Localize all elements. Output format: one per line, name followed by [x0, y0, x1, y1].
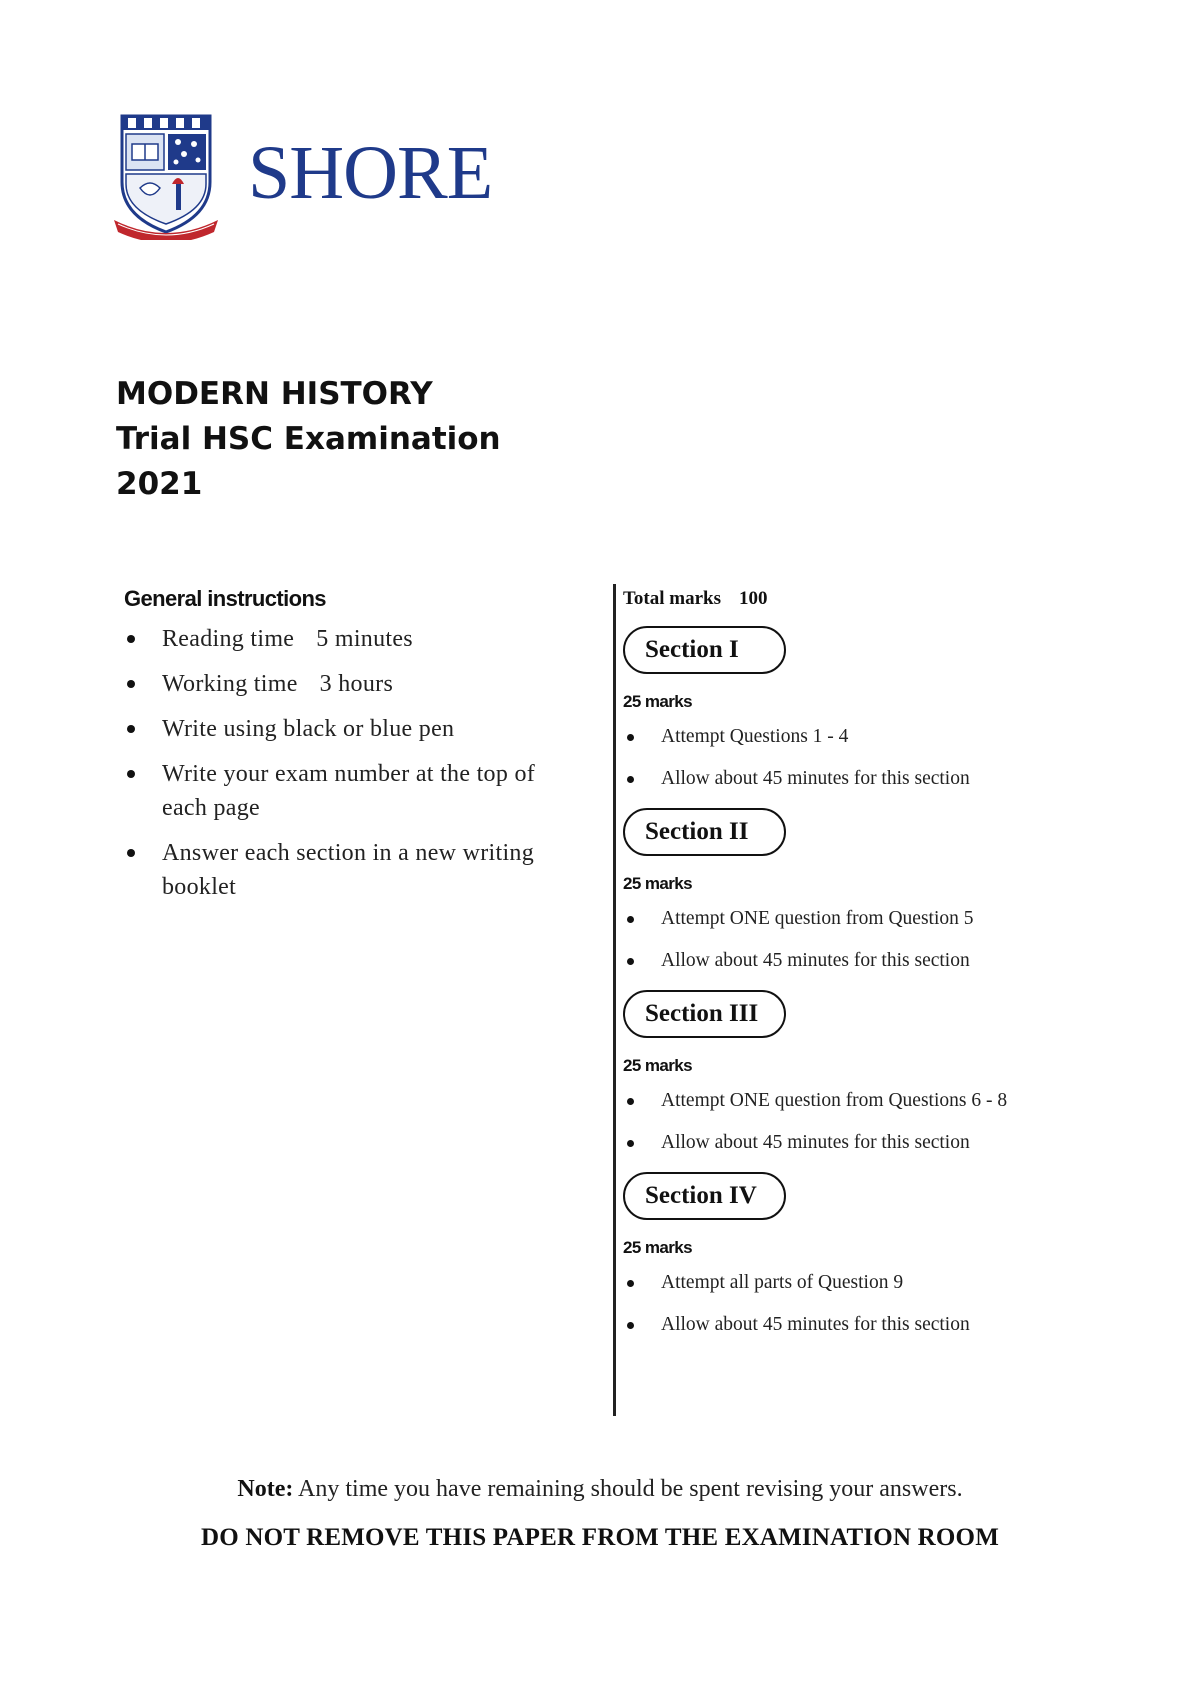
school-wordmark: SHORE — [248, 130, 493, 215]
school-crest-icon — [114, 112, 218, 240]
list-item: Attempt ONE question from Questions 6 - 8 — [623, 1088, 1123, 1114]
section-instructions — [623, 724, 1123, 792]
general-instructions-heading: General instructions — [124, 586, 326, 611]
note-label: Note: — [237, 1476, 294, 1502]
list-item: Attempt all parts of Question 9 — [623, 1270, 1123, 1296]
note-text: Any time you have remaining should be spent revising your answers. — [293, 1476, 963, 1502]
section-1 — [623, 626, 1123, 792]
section-3 — [623, 990, 1123, 1156]
section-instructions — [623, 906, 1123, 974]
section-name-badge: Section II — [623, 808, 786, 856]
exam-room-warning: DO NOT REMOVE THIS PAPER FROM THE EXAMINATION ROOM — [200, 1524, 999, 1551]
list-item: Allow about 45 minutes for this section — [623, 948, 1123, 974]
section-instructions — [623, 1088, 1123, 1156]
general-instructions — [124, 586, 584, 915]
list-item: Answer each section in a new writing booklet — [124, 836, 584, 904]
section-marks: 25 marks — [623, 1056, 692, 1075]
section-overview — [623, 588, 1123, 1354]
list-item: Attempt ONE question from Question 5 — [623, 906, 1123, 932]
list-item: Allow about 45 minutes for this section — [623, 1130, 1123, 1156]
list-item: Working time 3 hours — [124, 667, 584, 701]
list-item: Reading time 5 minutes — [124, 622, 584, 656]
section-name-badge: Section III — [623, 990, 786, 1038]
school-logo — [114, 112, 492, 240]
revision-note — [0, 1476, 1200, 1503]
list-item: Allow about 45 minutes for this section — [623, 1312, 1123, 1338]
section-marks: 25 marks — [623, 874, 692, 893]
section-2 — [623, 808, 1123, 974]
total-marks: Total marks 100 — [623, 588, 768, 609]
section-4 — [623, 1172, 1123, 1338]
list-item: Allow about 45 minutes for this section — [623, 766, 1123, 792]
exam-year: 2021 — [116, 466, 203, 502]
list-item: Write your exam number at the top of each page — [124, 757, 584, 825]
list-item: Attempt Questions 1 - 4 — [623, 724, 1123, 750]
section-marks: 25 marks — [623, 1238, 692, 1257]
section-instructions — [623, 1270, 1123, 1338]
column-divider — [613, 584, 616, 1416]
section-name-badge: Section IV — [623, 1172, 786, 1220]
section-name-badge: Section I — [623, 626, 786, 674]
exam-title — [116, 372, 501, 507]
exam-name: Trial HSC Examination — [116, 421, 501, 457]
general-instructions-list — [124, 622, 584, 904]
list-item: Write using black or blue pen — [124, 712, 584, 746]
subject-title: MODERN HISTORY — [116, 376, 433, 412]
section-marks: 25 marks — [623, 692, 692, 711]
